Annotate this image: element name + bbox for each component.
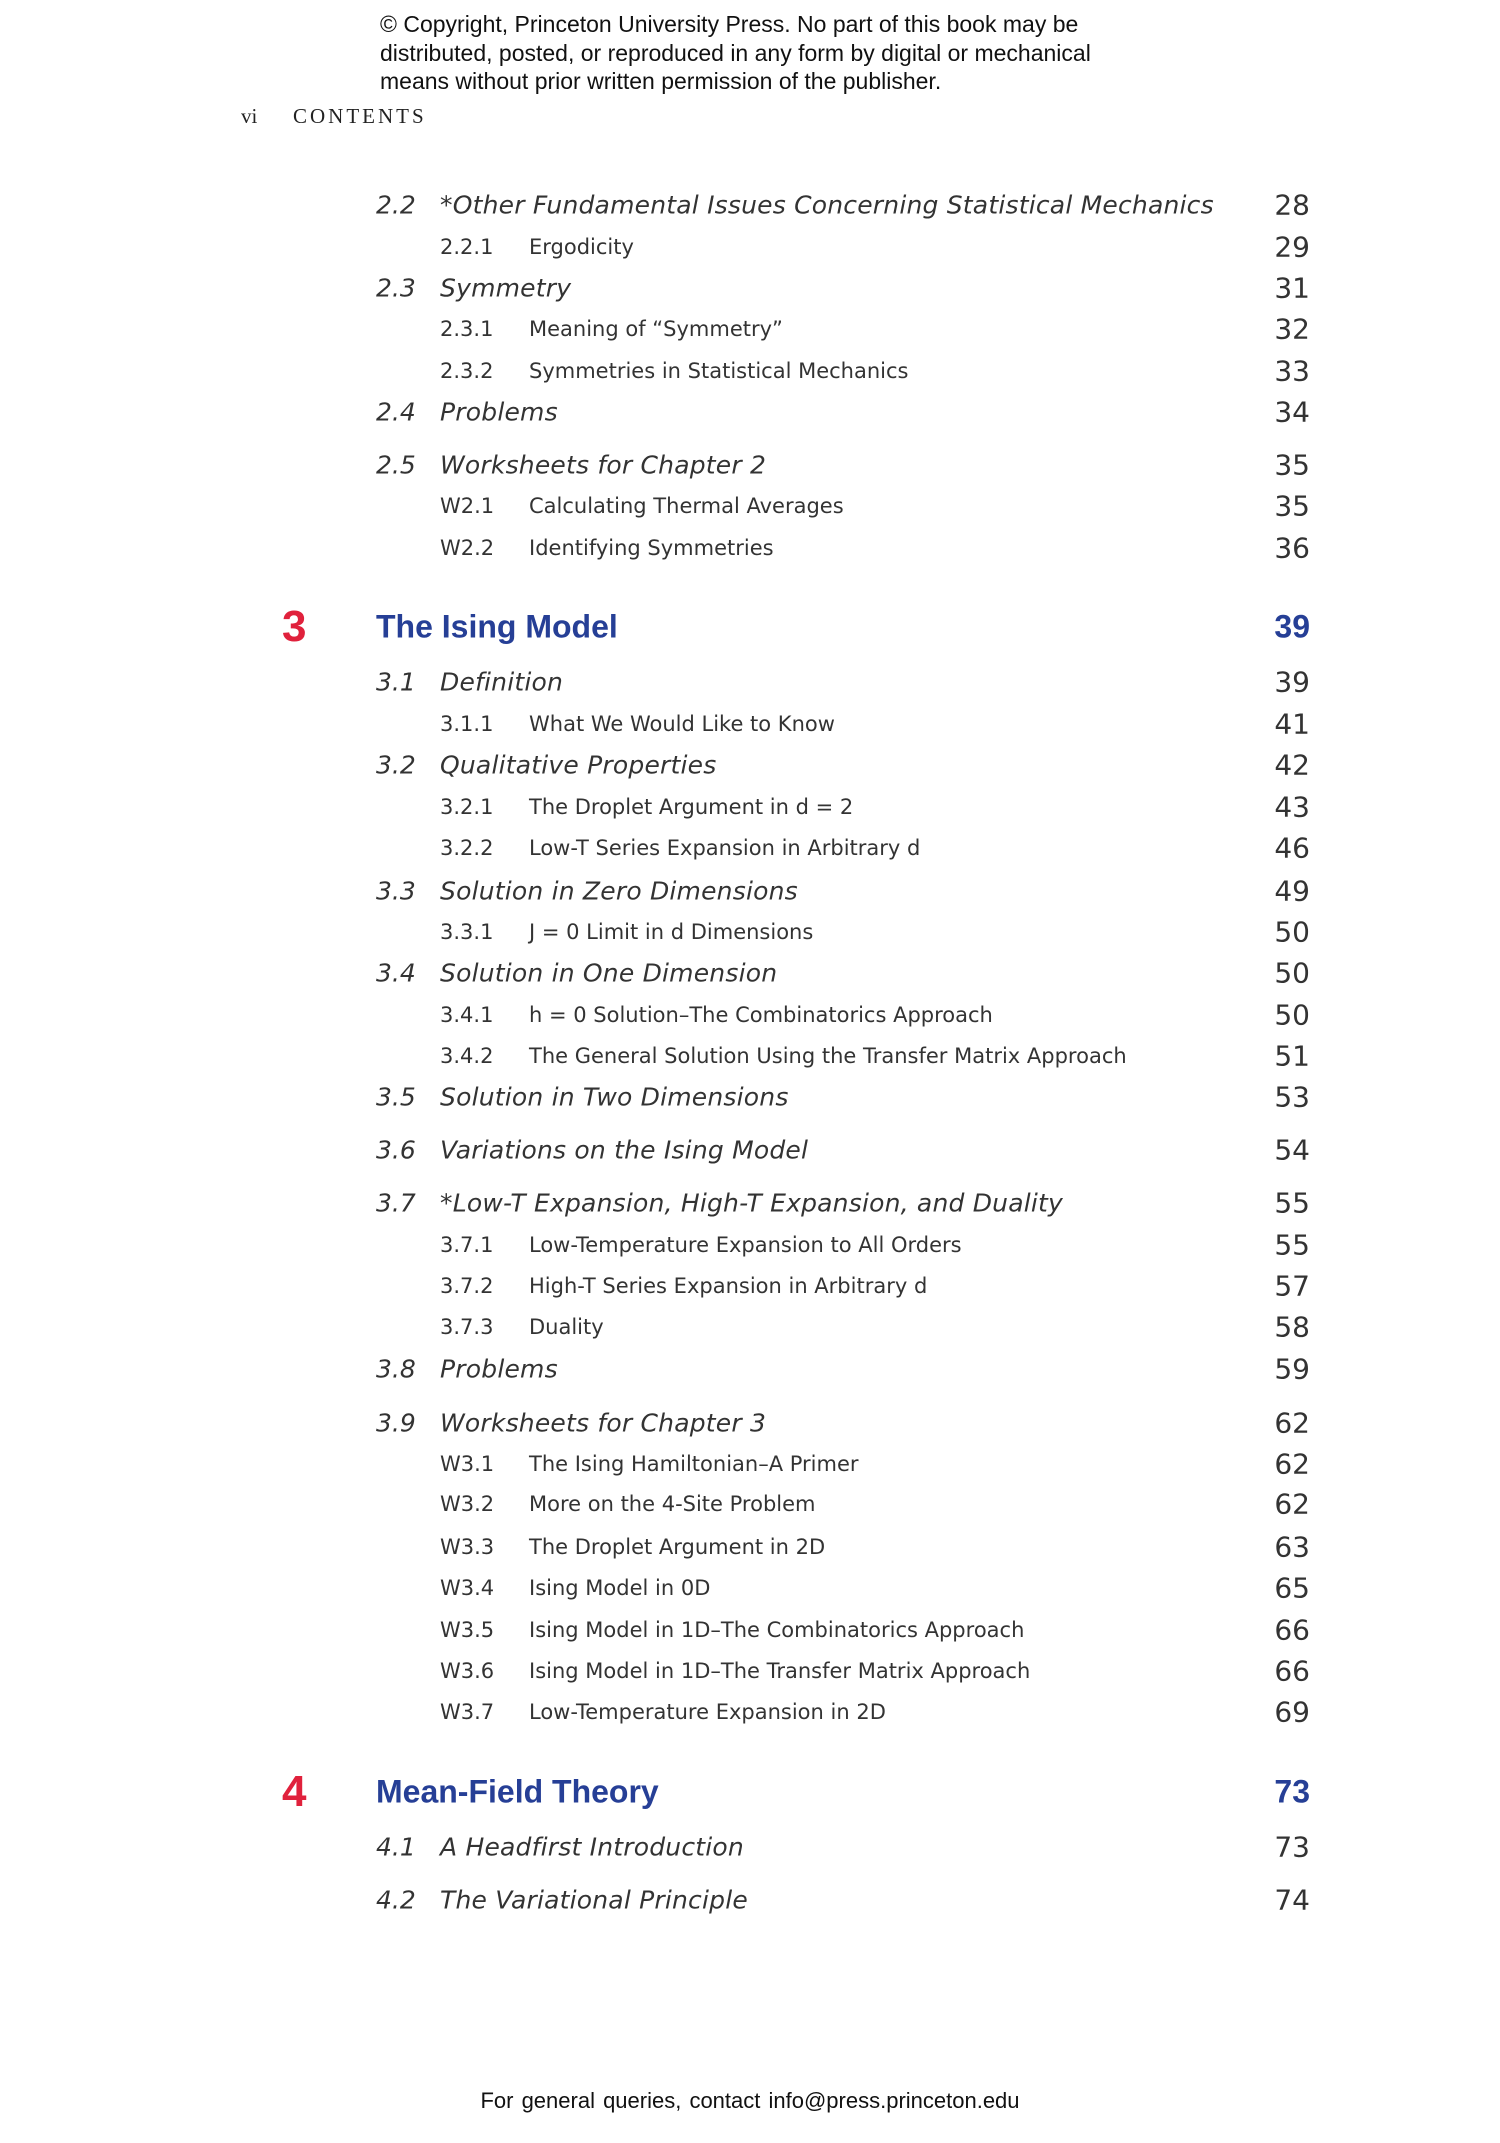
page-number: 63: [1274, 1530, 1310, 1564]
section-number: 2.5: [376, 450, 416, 480]
section-number: 4.2: [376, 1885, 416, 1915]
page-number: 32: [1274, 312, 1310, 346]
subsection-number: W2.1: [440, 494, 495, 518]
page-number: 73: [1274, 1773, 1310, 1810]
subsection-number: 3.2.1: [440, 795, 494, 819]
page-number: 34: [1274, 395, 1310, 429]
toc-subsection-entry: [0, 309, 1500, 349]
subsection-title: Low-Temperature Expansion in 2D: [529, 1700, 886, 1724]
section-number: 2.4: [376, 397, 416, 427]
page-number: 50: [1274, 915, 1310, 949]
section-number: 3.5: [376, 1082, 416, 1112]
section-number: 3.3: [376, 876, 416, 906]
toc-section-entry: [0, 1880, 1500, 1920]
subsection-title: Ising Model in 1D–The Combinatorics Approach: [529, 1618, 1025, 1642]
toc-subsection-entry: [0, 1484, 1500, 1524]
subsection-number: 2.3.1: [440, 317, 494, 341]
section-title: Solution in Two Dimensions: [440, 1082, 789, 1112]
subsection-number: 3.4.2: [440, 1044, 494, 1068]
subsection-number: W3.4: [440, 1576, 495, 1600]
subsection-number: 3.1.1: [440, 712, 494, 736]
section-title: A Headfirst Introduction: [440, 1832, 744, 1862]
section-title: The Variational Principle: [440, 1885, 748, 1915]
page-number: 39: [1274, 665, 1310, 699]
toc-section-entry: [0, 1183, 1500, 1223]
subsection-title: Ergodicity: [529, 235, 634, 259]
page-number: 57: [1274, 1269, 1310, 1303]
copyright-line: distributed, posted, or reproduced in any form by digital or mechanical: [380, 39, 1091, 66]
subsection-title: Meaning of “Symmetry”: [529, 317, 783, 341]
subsection-number: W3.1: [440, 1452, 495, 1476]
subsection-number: 3.2.2: [440, 836, 494, 860]
subsection-title: J = 0 Limit in d Dimensions: [529, 920, 814, 944]
subsection-title: The Droplet Argument in d = 2: [529, 795, 854, 819]
toc-subsection-entry: [0, 227, 1500, 267]
page-number: 59: [1274, 1352, 1310, 1386]
toc-section-entry: [0, 1077, 1500, 1117]
toc-subsection-entry: [0, 1444, 1500, 1484]
subsection-title: Symmetries in Statistical Mechanics: [529, 359, 909, 383]
subsection-number: 3.4.1: [440, 1003, 494, 1027]
page-number: 35: [1274, 489, 1310, 523]
section-title: *Low-T Expansion, High-T Expansion, and Duality: [440, 1188, 1064, 1218]
toc-subsection-entry: [0, 351, 1500, 391]
toc-subsection-entry: [0, 1527, 1500, 1567]
toc-subsection-entry: [0, 1266, 1500, 1306]
toc-chapter-entry: [0, 602, 1500, 651]
toc-subsection-entry: [0, 1651, 1500, 1691]
toc-chapter-entry: [0, 1767, 1500, 1816]
toc-subsection-entry: [0, 828, 1500, 868]
toc-subsection-entry: [0, 1307, 1500, 1347]
toc-subsection-entry: [0, 1610, 1500, 1650]
page-number: 62: [1274, 1447, 1310, 1481]
page-number: 41: [1274, 707, 1310, 741]
section-number: 4.1: [376, 1832, 416, 1862]
toc-subsection-entry: [0, 1036, 1500, 1076]
page-number: 58: [1274, 1310, 1310, 1344]
subsection-title: More on the 4-Site Problem: [529, 1492, 816, 1516]
subsection-title: h = 0 Solution–The Combinatorics Approach: [529, 1003, 993, 1027]
page-number: 66: [1274, 1613, 1310, 1647]
section-title: Solution in One Dimension: [440, 958, 778, 988]
toc-subsection-entry: [0, 486, 1500, 526]
page-number: 73: [1274, 1830, 1310, 1864]
section-number: 3.2: [376, 750, 416, 780]
subsection-number: W3.6: [440, 1659, 495, 1683]
toc-section-entry: [0, 953, 1500, 993]
page-number: 42: [1274, 748, 1310, 782]
subsection-number: W3.7: [440, 1700, 495, 1724]
section-title: *Other Fundamental Issues Concerning Statistical Mechanics: [440, 190, 1214, 220]
toc-section-entry: [0, 445, 1500, 485]
toc-section-entry: [0, 1130, 1500, 1170]
subsection-title: Duality: [529, 1315, 604, 1339]
section-number: 2.2: [376, 190, 416, 220]
copyright-line: means without prior written permission of the publisher.: [380, 68, 942, 94]
page-number: 66: [1274, 1654, 1310, 1688]
page-number: 50: [1274, 956, 1310, 990]
page-number: 54: [1274, 1133, 1310, 1167]
page-number: 28: [1274, 188, 1310, 222]
page-number: 29: [1274, 230, 1310, 264]
section-title: Problems: [440, 397, 558, 427]
copyright-notice: [380, 10, 1091, 96]
footer-contact: For general queries, contact info@press.princeton.edu: [480, 2088, 1020, 2113]
section-number: 3.9: [376, 1408, 416, 1438]
subsection-title: Ising Model in 1D–The Transfer Matrix Approach: [529, 1659, 1031, 1683]
page-number: 69: [1274, 1695, 1310, 1729]
section-number: 3.1: [376, 667, 416, 697]
toc-subsection-entry: [0, 528, 1500, 568]
toc-section-entry: [0, 871, 1500, 911]
section-title: Definition: [440, 667, 564, 697]
page-folio: vi: [241, 104, 258, 128]
subsection-number: W3.3: [440, 1535, 495, 1559]
subsection-title: Low-Temperature Expansion to All Orders: [529, 1233, 962, 1257]
section-number: 3.7: [376, 1188, 416, 1218]
toc-subsection-entry: [0, 1692, 1500, 1732]
toc-subsection-entry: [0, 912, 1500, 952]
section-title: Qualitative Properties: [440, 750, 717, 780]
subsection-title: Calculating Thermal Averages: [529, 494, 844, 518]
subsection-number: 2.2.1: [440, 235, 494, 259]
section-title: Worksheets for Chapter 3: [440, 1408, 767, 1438]
page-number: 55: [1274, 1186, 1310, 1220]
subsection-number: W3.5: [440, 1618, 495, 1642]
running-head-title: CONTENTS: [293, 104, 427, 128]
toc-subsection-entry: [0, 787, 1500, 827]
page-number: 39: [1274, 608, 1310, 645]
toc-section-entry: [0, 745, 1500, 785]
chapter-title: Mean-Field Theory: [376, 1773, 659, 1810]
page-number: 65: [1274, 1571, 1310, 1605]
page-number: 46: [1274, 831, 1310, 865]
subsection-number: 3.7.1: [440, 1233, 494, 1257]
page-number: 55: [1274, 1228, 1310, 1262]
toc-section-entry: [0, 662, 1500, 702]
page-number: 43: [1274, 790, 1310, 824]
page-number: 31: [1274, 271, 1310, 305]
section-title: Symmetry: [440, 273, 572, 303]
copyright-line: © Copyright, Princeton University Press. No part of this book may be: [380, 11, 1079, 37]
toc-section-entry: [0, 268, 1500, 308]
toc-subsection-entry: [0, 1225, 1500, 1265]
page-number: 49: [1274, 874, 1310, 908]
chapter-number: 4: [282, 1767, 307, 1816]
subsection-title: The Droplet Argument in 2D: [529, 1535, 826, 1559]
subsection-number: 3.3.1: [440, 920, 494, 944]
page-number: 62: [1274, 1406, 1310, 1440]
page-number: 51: [1274, 1039, 1310, 1073]
page-number: 62: [1274, 1487, 1310, 1521]
subsection-number: W2.2: [440, 536, 495, 560]
toc-subsection-entry: [0, 995, 1500, 1035]
page-number: 53: [1274, 1080, 1310, 1114]
chapter-number: 3: [282, 602, 307, 651]
toc-section-entry: [0, 1827, 1500, 1867]
toc-section-entry: [0, 1403, 1500, 1443]
subsection-title: Identifying Symmetries: [529, 536, 774, 560]
page-number: 35: [1274, 448, 1310, 482]
section-number: 3.4: [376, 958, 416, 988]
toc-section-entry: [0, 1349, 1500, 1389]
subsection-title: Ising Model in 0D: [529, 1576, 711, 1600]
subsection-title: The Ising Hamiltonian–A Primer: [529, 1452, 859, 1476]
section-number: 2.3: [376, 273, 416, 303]
subsection-title: High-T Series Expansion in Arbitrary d: [529, 1274, 928, 1298]
toc-subsection-entry: [0, 1568, 1500, 1608]
section-title: Solution in Zero Dimensions: [440, 876, 798, 906]
section-title: Problems: [440, 1354, 558, 1384]
section-number: 3.6: [376, 1135, 416, 1165]
subsection-title: What We Would Like to Know: [529, 712, 835, 736]
subsection-number: 2.3.2: [440, 359, 494, 383]
subsection-title: The General Solution Using the Transfer Matrix Approach: [529, 1044, 1127, 1068]
section-number: 3.8: [376, 1354, 416, 1384]
subsection-number: 3.7.3: [440, 1315, 494, 1339]
toc-section-entry: [0, 392, 1500, 432]
subsection-number: W3.2: [440, 1492, 495, 1516]
subsection-title: Low-T Series Expansion in Arbitrary d: [529, 836, 921, 860]
chapter-title: The Ising Model: [376, 608, 618, 645]
page-number: 74: [1274, 1883, 1310, 1917]
subsection-number: 3.7.2: [440, 1274, 494, 1298]
toc-subsection-entry: [0, 704, 1500, 744]
page-number: 50: [1274, 998, 1310, 1032]
section-title: Variations on the Ising Model: [440, 1135, 809, 1165]
page-number: 33: [1274, 354, 1310, 388]
toc-section-entry: [0, 185, 1500, 225]
section-title: Worksheets for Chapter 2: [440, 450, 767, 480]
page-number: 36: [1274, 531, 1310, 565]
